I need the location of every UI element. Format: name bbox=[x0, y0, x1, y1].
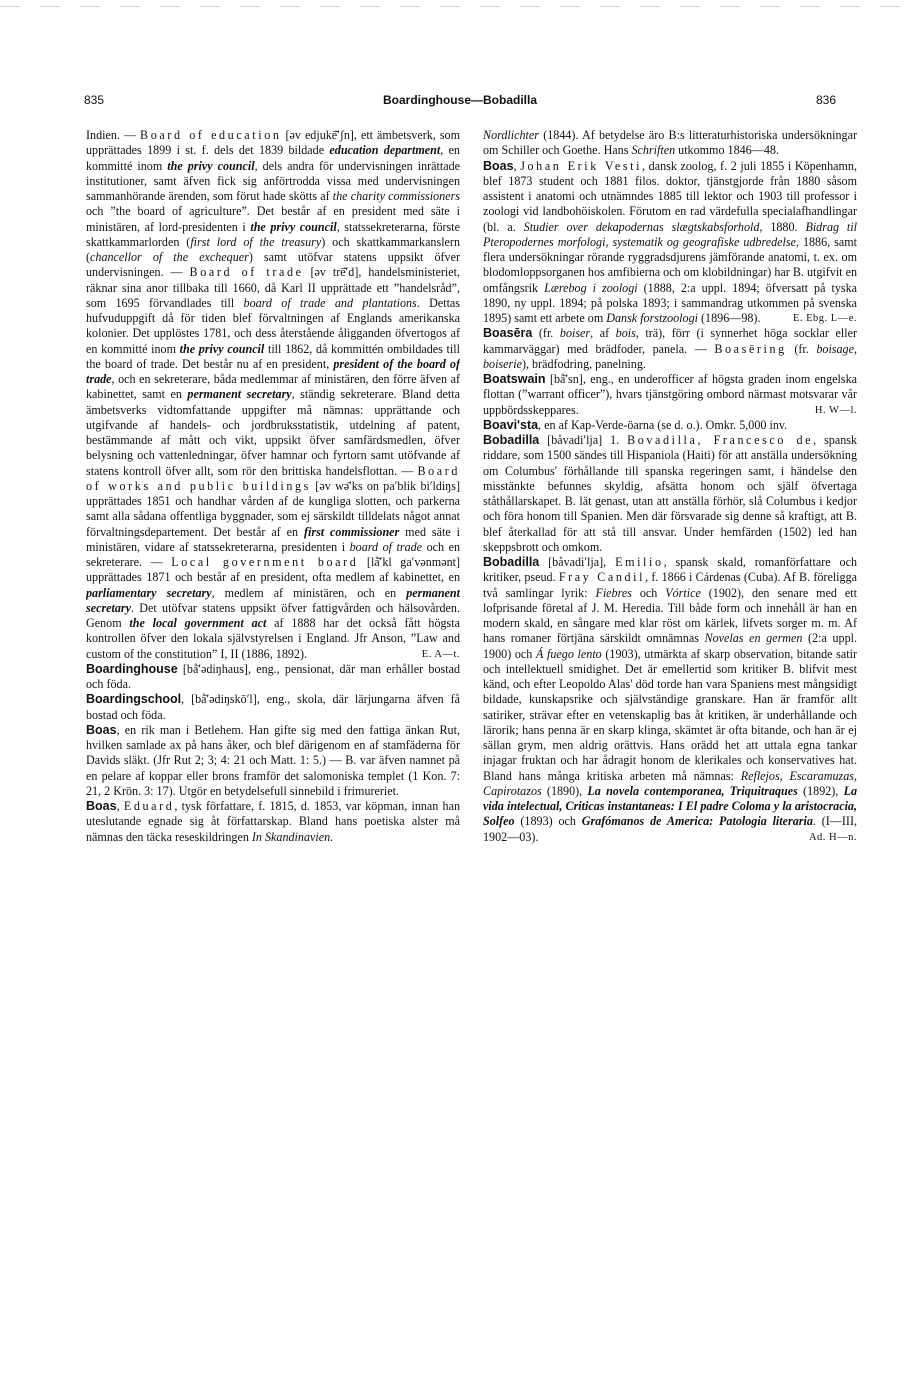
headword: Boasēra bbox=[483, 326, 533, 341]
entry-boas-johan: Boas, Johan Erik Vesti, dansk zoolog, f. 2 juli 1855 i Köpenhamn, blef 1873 student och 1881 filos. doktor, tjänstgjorde från 1880 såsom assistent i anatomi och utnämndes 1885 till lektor och 1903 till professor i zoologi vid landbohöiskolen. Förutom en rad värdefulla specialafhandlingar (bl. a. Studier over dekapodernas slægtskabsforhold, 1880. Bidrag til Pteropodernes morfologi, systematik og geografiske udbredelse, 1886, samt flera undersökningar rörande ryggradsdjurens jämförande anatomi, t. ex. om blodomloppsorganen hos amfibierna och om klobildningar) har B. utgifvit en omfångsrik Lærebog i zoologi (1888, 2:a uppl. 1894; öfversatt på tyska 1890, ny uppl. 1894; på polska 1893; i sammandrag utkommen på svenska 1895) samt ett arbete om Dansk forstzoologi (1896—98). E. Ebg. L—e. bbox=[483, 158, 857, 325]
entry-boavista: Boaviʹsta, en af Kap-Verde-öarna (se d. o.). Omkr. 5,000 inv. bbox=[483, 417, 788, 432]
entry-board-continued: Indien. — Board of education [əv edjukē̆ʹʃn], ett ämbetsverk, som upprättades 1899 i st. f. dels det 1839 bildade education department, en kommitté inom the privy council, dels andra för undervisningen inrättade institutioner, samt äfven fick sig anförtrodda vissa med undervisningen sammanhörande ärenden, som förut hade skötts af the charity commissioners och ”the board of agriculture”. Det består af en president med säte i ministären, af lord-presidenten i the privy council, statssekreterarna, förste skattkammarlorden (first lord of the treasury) och skattkammarkanslern (chancellor of the exchequer) samt utöfvar statens uppsikt öfver undervisningen. — Board of trade [əv trē̆ʹd], handelsministeriet, räknar sina anor tillbaka till 1660, då Karl II upprättade ett ”handelsråd”, som 1695 förvandlades till board of trade and plantations. Dettas hufvuduppgift då för tiden blef förvaltningen af Englands amerikanska kolonier. Det upplöstes 1781, och dess återstående åligganden öfvertogos af en kommitté inom the privy council till 1862, då kommittén ombildades till the board of trade. Det består nu af en president, president of the board of trade, och en sekreterare, båda medlemmar af ministären, den förre äfven af kabinettet, samt en permanent secretary, ständig sekreterare. Bland detta ämbetsverks vidtomfattande uppgifter må nämnas: upprättande och utgifvande af handels- och jordbruksstatistik, utdelning af patent, bestämmande af mått och vikt, uppsikt öfver samfärdsmedlen, öfver belysning och vattenledningar, öfver hamnar och fyrtorn samt utöfvande af statens kontroll öfver allt, som rör den brittiska handelsflottan. — Board of works and public buildings [əv wə̄ʹks on paʹblik biʹldiŋs] upprättades 1851 och handhar vården af de kungliga slotten, och parkerna samt alla sådana offentliga byggnader, som ej särskildt tilldelats något annat förvaltningsdepartement. Det består af en first commissioner med säte i ministären, vidare af statssekreterarna, presidenten i board of trade och en sekreterare. — Local government board [lå̆ʹkl gaʹvənmənt] upprättades 1871 och består af en president, ofta medlem af kabinettet, en parliamentary secretary, medlem af ministären, och en permanent secretary. Det utöfvar statens uppsikt öfver fattigvården och hälsovården. Genom the local government act af 1888 har det också fått högsta kontrollen öfver den lokala självstyrelsen i England. Jfr Anson, ”Law and custom of the constitution” I, II (1886, 1892). E. A—t. bbox=[86, 128, 460, 661]
headword: Boardingschool bbox=[86, 692, 182, 707]
entry-boardingschool: Boardingschool, [bå̄ʹədiŋskōʹl], eng., skola, där lärjungarna äfven få bostad och föda. bbox=[86, 692, 460, 722]
headword: Bobadilla bbox=[483, 433, 540, 447]
entry-boas-eduard: Boas, Eduard, tysk författare, f. 1815, d. 1853, var köpman, innan han uteslutande egnade sig åt författarskap. Bland hans poetiska alster må nämnas den täcka reseskildringen In Skandinavien. bbox=[86, 799, 460, 844]
headword: Boas bbox=[483, 158, 514, 173]
page-number-right: 836 bbox=[815, 93, 836, 107]
page-number-left: 835 bbox=[84, 93, 105, 107]
right-column bbox=[483, 128, 857, 1268]
entry-boasera: Boasēra (fr. boiser, af bois, trä), förr (i synnerhet höga socklar eller kammarväggar) med brädfoder, panela. — Boasēring (fr. boisage, boiserie), brädfodring, panelning. bbox=[483, 326, 857, 371]
headword: Boatswain bbox=[483, 372, 546, 386]
headword: Boaviʹsta bbox=[483, 417, 539, 432]
author-signature: Ad. H—n. bbox=[808, 831, 857, 843]
author-signature: E. A—t. bbox=[421, 648, 460, 660]
headword: Bobadilla bbox=[483, 555, 540, 569]
entry-boatswain: Boatswain [bå̄ʹsn], eng., en underofficer af högsta graden inom engelska flottan (”warrant officer”), hvars tjänstgöring ombord närmast motsvarar vår uppbördsskeppares. H. W—l. bbox=[483, 372, 857, 417]
headword: Boas bbox=[86, 722, 117, 737]
entry-bobadilla-francesco: Bobadilla [båvadiʹlja] 1. Bovadilla, Francesco de, spansk riddare, som 1500 sändes till Hispaniola (Haiti) för att anställa undersökning om Columbus' förhållande till spanska regeringen samt, i händelse den misstänkte befunnes skyldig, afsätta honom och själf öfvertaga ståthållarskapet. B. lät genast, utan att anställa förhör, slå Columbus i kedjor och föra honom till Spanien. Men där försvarade sig denne så kraftigt, att B. blef återkallad för att stå till ansvar. Under hemfärden (1502) led han skeppsbrott och omkom. bbox=[483, 433, 857, 554]
left-column bbox=[86, 128, 460, 1268]
entry-boas-biblical: Boas, en rik man i Betlehem. Han gifte sig med den fattiga änkan Rut, hvilken samlade ax på hans åker, och blef därigenom en af stamfäderna för Davids släkt. (Jfr Rut 2; 3; 4: 21 och Matt. 1: 5.) — B. var äfven namnet på en pelare af koppar eller brons framför det salomoniska templet (1 Kon. 7: 21, 2 Krön. 3: 17). Utgör en betydelsefull sinnebild i frimureriet. bbox=[86, 722, 460, 798]
entry-bobadilla-emilio: Bobadilla [båvadiʹlja], Emilio, spansk skald, romanförfattare och kritiker, pseud. Fray Candil, f. 1866 i Cárdenas (Cuba). Af B. föreligga två samlingar lyrik: Fiebres och Vórtice (1902), den senare med ett lofprisande företal af J. M. Heredia. Till både form och innehåll är han en modern skald, en sångare med klar röst om kärlek, lifvets sorger m. m. Af hans romaner förtjäna särskildt omnämnas Novelas en germen (2:a uppl. 1900) och Á fuego lento (1903), utmärkta af skarp observation, bitande satir och intellektuell smidighet. Det är emellertid som kritiker B. blifvit mest känd, och efter Leopoldo Alas' död torde han vara Spaniens mest mångsidigt bildade, kunskapsrike och självständige granskare. Han är framför allt satiriker, strävar efter en vetenskaplig bas åt kritiken, är underhållande och lärorik; hans penna är en skarp klinga, skämtet är ofta bitande, och han är ej sällan grym, men aldrig orättvis. Hans orädd het att uttala egna tankar injagar fruktan och har ådragit honom de klerikales och konservatives hat. Bland hans många kritiska arbeten må nämnas: Reflejos, Escaramuzas, Capirotazos (1890), La novela contemporanea, Triquitraques (1892), La vida intelectual, Criticas instantaneas: I El padre Coloma y la aristocracia, Solfeo (1893) och Grafómanos de America: Patologia literaria. (I—III, 1902—03). Ad. H—n. bbox=[483, 555, 857, 844]
entry-boas-eduard-continued: Nordlichter (1844). Af betydelse äro B:s litteraturhistoriska undersökningar om Schiller och Goethe. Hans Schriften utkommo 1846—48. bbox=[483, 128, 857, 158]
author-signature: E. Ebg. L—e. bbox=[792, 313, 857, 324]
scan-edge-line bbox=[0, 6, 920, 7]
headword: Boas bbox=[86, 799, 117, 813]
author-signature: H. W—l. bbox=[814, 404, 857, 416]
headword: Boardinghouse bbox=[86, 661, 178, 676]
page-header bbox=[84, 93, 836, 113]
entry-boardinghouse: Boardinghouse [bå̄ʹədiŋhaus], eng., pensionat, där man erhåller bostad och föda. bbox=[86, 661, 460, 691]
running-title: Boardinghouse—Bobadilla bbox=[382, 93, 537, 107]
